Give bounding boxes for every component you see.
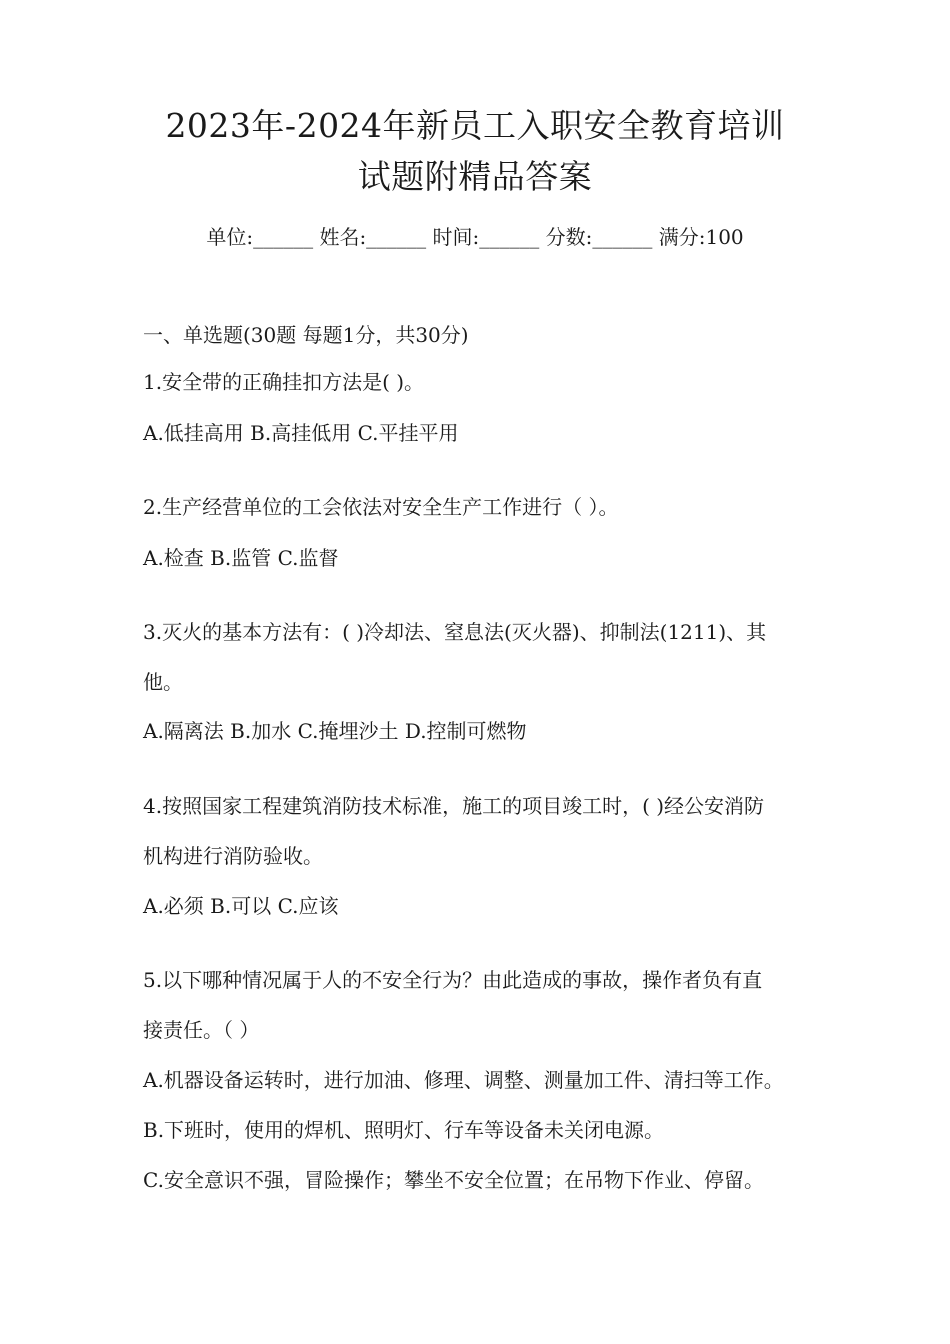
question-5-text-line-2: 接责任。（ ） — [143, 1018, 260, 1042]
section-heading: 一、单选题(30题 每题1分，共30分) — [143, 323, 469, 347]
document-title-line-2: 试题附精品答案 — [357, 157, 593, 196]
question-5-option-b: B.下班时，使用的焊机、照明灯、行车等设备未关闭电源。 — [143, 1118, 665, 1142]
question-4-text-line-1: 4.按照国家工程建筑消防技术标准，施工的项目竣工时，( )经公安消防 — [143, 794, 765, 818]
question-5-option-c: C.安全意识不强，冒险操作；攀坐不安全位置；在吊物下作业、停留。 — [143, 1168, 764, 1192]
question-3-options: A.隔离法 B.加水 C.掩埋沙土 D.控制可燃物 — [143, 719, 527, 743]
exam-info-line — [0, 223, 950, 251]
exam-info-text: 单位:______ 姓名:______ 时间:______ 分数:______ 满分:100 — [206, 225, 744, 249]
document-title-line-1: 2023年-2024年新员工入职安全教育培训 — [165, 106, 785, 145]
question-2-text: 2.生产经营单位的工会依法对安全生产工作进行（ ）。 — [143, 495, 619, 519]
question-5-text-line-1: 5.以下哪种情况属于人的不安全行为？由此造成的事故，操作者负有直 — [143, 968, 763, 992]
question-2-options: A.检查 B.监管 C.监督 — [143, 546, 339, 570]
question-5-option-a: A.机器设备运转时，进行加油、修理、调整、测量加工件、清扫等工作。 — [143, 1068, 784, 1092]
question-3-text-line-2: 他。 — [143, 670, 183, 694]
question-4-text-line-2: 机构进行消防验收。 — [143, 844, 323, 868]
question-3-text-line-1: 3.灭火的基本方法有：( )冷却法、窒息法(灭火器)、抑制法(1211)、其 — [143, 620, 767, 644]
question-4-options: A.必须 B.可以 C.应该 — [143, 894, 339, 918]
question-1-text: 1.安全带的正确挂扣方法是( )。 — [143, 370, 425, 394]
question-1-options: A.低挂高用 B.高挂低用 C.平挂平用 — [143, 421, 459, 445]
